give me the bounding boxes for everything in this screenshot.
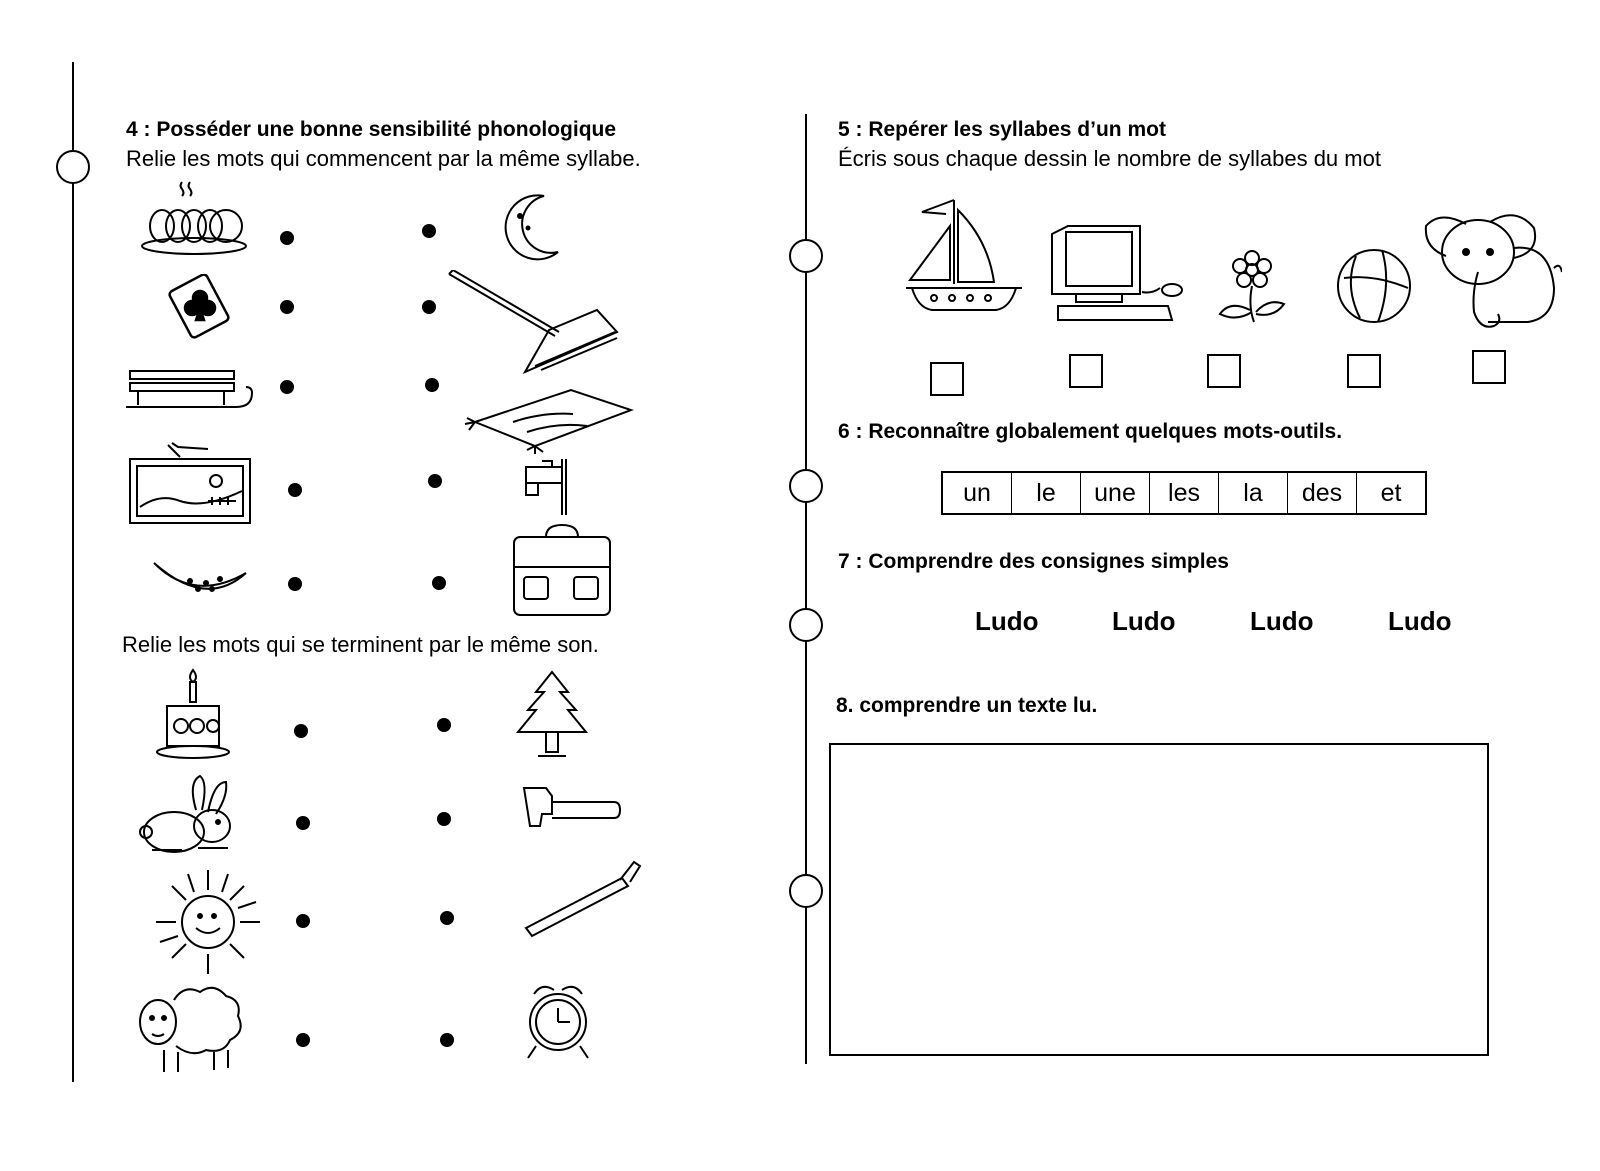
section-8-title: 8. comprendre un texte lu. bbox=[836, 694, 1098, 717]
match-dot[interactable] bbox=[288, 483, 302, 497]
syllable-answer-box[interactable] bbox=[1207, 354, 1241, 388]
name-ludo: Ludo bbox=[975, 606, 1039, 636]
left-margin-line bbox=[72, 62, 74, 1082]
playing-card-icon bbox=[166, 274, 236, 340]
name-ludo: Ludo bbox=[1250, 606, 1314, 636]
match-dot[interactable] bbox=[440, 1033, 454, 1047]
binder-hole bbox=[789, 608, 823, 642]
binder-hole bbox=[789, 469, 823, 503]
section-5-title: 5 : Repérer les syllabes d’un mot bbox=[838, 118, 1166, 141]
section-4-instruction-start: Relie les mots qui commencent par la même syllabe. bbox=[126, 146, 641, 171]
sight-word-cell: une bbox=[1081, 473, 1150, 513]
sled-icon bbox=[124, 365, 256, 417]
flower-icon bbox=[1214, 250, 1290, 324]
computer-icon bbox=[1050, 222, 1190, 324]
rug-icon bbox=[463, 382, 643, 458]
name-ludo: Ludo bbox=[1388, 606, 1452, 636]
broom-icon bbox=[445, 270, 625, 378]
sight-word-cell: les bbox=[1150, 473, 1219, 513]
sight-word-cell: des bbox=[1288, 473, 1357, 513]
match-dot[interactable] bbox=[296, 914, 310, 928]
sight-word-cell: la bbox=[1219, 473, 1288, 513]
match-dot[interactable] bbox=[437, 812, 451, 826]
fir-tree-icon bbox=[510, 670, 594, 762]
sight-word-cell: un bbox=[943, 473, 1012, 513]
match-dot[interactable] bbox=[428, 474, 442, 488]
sun-icon bbox=[152, 866, 264, 978]
binder-hole bbox=[56, 150, 90, 184]
stick-icon bbox=[522, 858, 642, 940]
match-dot[interactable] bbox=[425, 378, 439, 392]
sight-word-cell: le bbox=[1012, 473, 1081, 513]
match-dot[interactable] bbox=[280, 380, 294, 394]
section-5-instruction: Écris sous chaque dessin le nombre de syllabes du mot bbox=[838, 146, 1381, 171]
sight-word-cell: et bbox=[1380, 478, 1402, 507]
match-dot[interactable] bbox=[296, 816, 310, 830]
section-7-title: 7 : Comprendre des consignes simples bbox=[838, 550, 1229, 573]
faucet-icon bbox=[512, 457, 578, 517]
section-4-title: 4 : Posséder une bonne sensibilité phonologique bbox=[126, 118, 617, 141]
match-dot[interactable] bbox=[437, 718, 451, 732]
match-dot[interactable] bbox=[296, 1033, 310, 1047]
elephant-icon bbox=[1422, 208, 1562, 336]
syllable-answer-box[interactable] bbox=[1472, 350, 1506, 384]
match-dot[interactable] bbox=[422, 300, 436, 314]
match-dot[interactable] bbox=[422, 224, 436, 238]
match-dot[interactable] bbox=[288, 577, 302, 591]
rabbit-icon bbox=[138, 772, 238, 856]
syllable-answer-box[interactable] bbox=[1069, 354, 1103, 388]
binder-hole bbox=[789, 239, 823, 273]
match-dot[interactable] bbox=[432, 576, 446, 590]
sheep-icon bbox=[134, 980, 246, 1076]
birthday-cake-icon bbox=[153, 666, 233, 762]
reading-comprehension-answer-box[interactable] bbox=[829, 743, 1489, 1056]
syllable-answer-box[interactable] bbox=[930, 362, 964, 396]
ball-icon bbox=[1334, 246, 1414, 326]
framed-painting-icon bbox=[128, 437, 252, 525]
sailboat-icon bbox=[904, 196, 1026, 316]
binder-hole bbox=[789, 874, 823, 908]
section-4-instruction-end: Relie les mots qui se terminent par le même son. bbox=[122, 632, 599, 657]
match-dot[interactable] bbox=[280, 231, 294, 245]
match-dot[interactable] bbox=[440, 911, 454, 925]
pancakes-icon bbox=[138, 180, 250, 260]
alarm-clock-icon bbox=[520, 980, 596, 1062]
syllable-answer-box[interactable] bbox=[1347, 354, 1381, 388]
match-dot[interactable] bbox=[294, 724, 308, 738]
school-bag-icon bbox=[510, 523, 614, 619]
name-ludo: Ludo bbox=[1112, 606, 1176, 636]
section-6-title: 6 : Reconnaître globalement quelques mots-outils. bbox=[838, 420, 1343, 443]
moon-icon bbox=[500, 192, 570, 266]
match-dot[interactable] bbox=[280, 300, 294, 314]
hammer-icon bbox=[520, 782, 624, 838]
sight-words-table bbox=[941, 471, 1427, 515]
banana-icon bbox=[150, 555, 256, 605]
